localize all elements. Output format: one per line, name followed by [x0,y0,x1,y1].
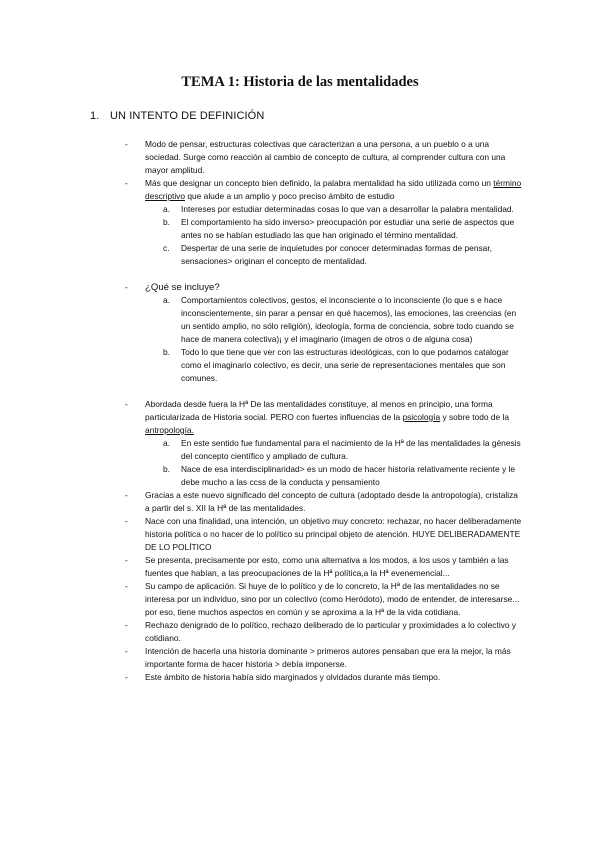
bullet-item [0,138,522,177]
sub-marker: c. [163,243,170,253]
sub-item [0,242,522,268]
underlined-term: término descriptivo [145,178,522,201]
bullet-text: Nace con una finalidad, una intención, un objetivo muy concreto: rechazar, no hacer deliberadamente historia política o no hacer de lo político su principal objeto de atención. HUYE DELIBERADAMENTE DE LO POLÍTICO [145,516,522,552]
bullet-text: ¿Qué se incluye? [145,282,220,293]
section-heading [90,110,264,122]
sub-marker: b. [163,464,170,474]
underlined-term: psicología [402,412,441,422]
sub-marker: b. [163,347,170,357]
bullet-text: Se presenta, precisamente por esto, como una alternativa a los modos, a los usos y también a las fuentes que habían, a las preocupaciones de la Hª política,a la Hª evenemencial... [145,555,509,578]
sub-text: El comportamiento ha sido inverso> preocupación por estudiar una serie de aspectos que antes no se habían estudiado las que han originado el término mentalidad. [181,217,515,240]
bullet-dash: - [125,672,128,682]
bullet-item [0,489,522,515]
sub-marker: a. [163,438,170,448]
sub-text: Intereses por estudiar determinadas cosas lo que van a desarrollar la palabra mentalidad. [181,204,514,214]
sub-marker: a. [163,204,170,214]
bullet-text: Su campo de aplicación. Si huye de lo político y de lo concreto, la Hª de las mentalidades no se interesa por un individuo, sino por un colectivo (como Heródoto), modo de entender, de interesarse... por eso, tiene muchos aspectos en común y se aproxima a la Hª de la vida cotidiana. [145,581,520,617]
sub-item [0,346,522,385]
bullet-dash: - [125,516,128,526]
sub-item [0,294,522,346]
spacer [0,268,600,281]
bullet-text: que alude a un amplio y poco preciso ámbito de estudio [185,191,395,201]
bullet-dash: - [125,139,128,149]
bullet-text: Modo de pensar, estructuras colectivas que caracterizan a una persona, a un pueblo o a una sociedad. Surge como reacción al cambio de concepto de cultura, al comprender cultura con una mayor amplitud. [145,139,506,175]
bullet-dash: - [125,555,128,565]
bullet-item [0,554,522,580]
bullet-text: Intención de hacerla una historia dominante > primeros autores pensaban que era la mejor, la más importante forma de hacer historia > debía imponerse. [145,646,511,669]
sub-item [0,203,522,216]
sub-marker: a. [163,295,170,305]
section-number: 1. [90,110,100,122]
sub-text: Todo lo que tiene que ver con las estructuras ideológicas, con lo que podamos catalogar como el imaginario colectivo, es decir, una serie de representaciones mentales que son comunes. [181,347,509,383]
bullet-text: y sobre todo de la [440,412,510,422]
sub-text: Despertar de una serie de inquietudes por conocer determinadas formas de pensar, sensaciones> originan el concepto de mentalidad. [181,243,492,266]
bullet-text: Este ámbito de historia había sido marginados y olvidados durante más tiempo. [145,672,441,682]
underlined-term: antropología. [145,425,194,435]
bullet-text: Rechazo denigrado de lo político, rechazo deliberado de lo particular y proximidades a lo colectivo y cotidiano. [145,620,517,643]
bullet-text: Abordada desde fuera la Hª De las mentalidades constituye, al menos en principio, una forma particularizada de Historia social. PERO con fuertes influencias de la [145,399,493,422]
document-body [0,138,600,684]
sub-text: Nace de esa interdisciplinaridad> es un modo de hacer historia relativamente reciente y le debe mucho a las ccss de la conducta y pensamiento [181,464,516,487]
sub-text: En este sentido fue fundamental para el nacimiento de la Hª de las mentalidades la génesis del concepto científico y ampliado de cultura. [181,438,521,461]
bullet-dash: - [125,581,128,591]
sub-item [0,216,522,242]
sub-item [0,437,522,463]
bullet-text: Gracias a este nuevo significado del concepto de cultura (adoptado desde la antropología), cristaliza a partir del s. XII la Hª de las mentalidades. [145,490,518,513]
bullet-item [0,619,522,645]
bullet-item [0,580,522,619]
bullet-item [0,177,522,203]
sub-item [0,463,522,489]
bullet-dash: - [125,490,128,500]
bullet-text: Más que designar un concepto bien definido, la palabra mentalidad ha sido utilizada como un [145,178,494,188]
bullet-item [0,645,522,671]
document-title: TEMA 1: Historia de las mentalidades [181,74,419,90]
sub-marker: b. [163,217,170,227]
bullet-dash: - [125,399,128,409]
bullet-dash: - [125,282,128,292]
section-heading-text: UN INTENTO DE DEFINICIÓN [110,110,265,122]
sub-text: Comportamientos colectivos, gestos, el inconsciente o lo inconsciente (lo que s e hace inconscientemente, sin parar a pensar en qué hacemos), las emociones, las creencias (en un sentido amplio, no sólo religión), ideología, forma de conciencia, sobre todo cuando se hace de manera colectiva)¡ y el imaginario (imagen de otros o de alguna cosa) [181,295,517,344]
spacer [0,385,600,398]
bullet-item [0,671,522,684]
bullet-dash: - [125,178,128,188]
bullet-item [0,398,522,437]
bullet-item [0,281,522,294]
bullet-item [0,515,522,554]
bullet-dash: - [125,646,128,656]
bullet-dash: - [125,620,128,630]
